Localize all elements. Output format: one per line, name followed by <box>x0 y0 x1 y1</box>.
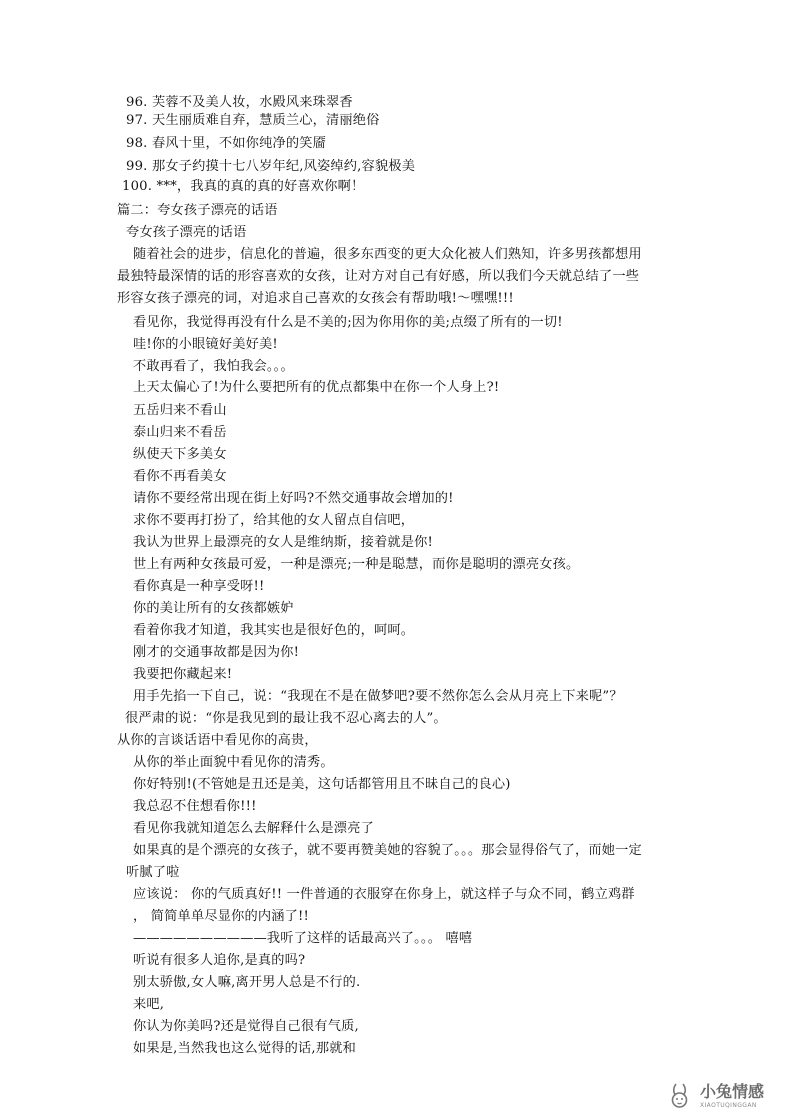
text-line: 最独特最深情的话的形容喜欢的女孩，让对方对自己有好感，所以我们今天就总结了一些 <box>117 269 640 284</box>
text-line: ， 简简单单尽显你的内涵了!! <box>133 909 310 924</box>
text-line: 不敢再看了，我怕我会。。。 <box>133 359 294 374</box>
text-line: ——————————我听了这样的话最高兴了。。。 嘻嘻 <box>133 931 473 946</box>
text-line: 97. 天生丽质难自弃，慧质兰心，清丽绝俗 <box>126 113 380 128</box>
text-line: 上天太偏心了!为什么要把所有的优点都集中在你一个人身上?! <box>133 380 500 395</box>
text-line: 我要把你藏起来! <box>133 667 233 682</box>
text-line: 99. 那女子约摸十七八岁年纪,风姿绰约,容貌极美 <box>126 159 416 174</box>
text-line: 应该说： 你的气质真好!! 一件普通的衣服穿在你身上，就这样子与众不同，鹤立鸡群 <box>133 887 635 902</box>
text-line: 刚才的交通事故都是因为你! <box>133 645 300 660</box>
text-line: 用手先掐一下自己，说：“我现在不是在做梦吧?要不然你怎么会从月亮上下来呢”？ <box>133 689 623 704</box>
text-line: 形容女孩子漂亮的词，对追求自己喜欢的女孩会有帮助哦!～嘿嘿!!! <box>117 291 514 306</box>
text-line: 求你不要再打扮了，给其他的女人留点自信吧， <box>133 513 415 528</box>
text-line: 从你的举止面貌中看见你的清秀。 <box>133 755 334 770</box>
text-line: 别太骄傲,女人嘛,离开男人总是不行的. <box>133 975 361 990</box>
text-line: 听说有很多人追你,是真的吗? <box>133 953 306 968</box>
text-line: 很严肃的说：“你是我见到的最让我不忍心离去的人”。 <box>125 711 447 726</box>
text-line: 听腻了啦 <box>126 865 180 880</box>
text-line: 如果是,当然我也这么觉得的话,那就和 <box>133 1041 356 1056</box>
text-line: 从你的言谈话语中看见你的高贵， <box>117 733 318 748</box>
text-line: 我认为世界上最漂亮的女人是维纳斯，接着就是你! <box>133 535 434 550</box>
watermark-brand: 小兔情感 <box>700 1081 765 1101</box>
text-line: 篇二：夸女孩子漂亮的话语 <box>117 203 278 218</box>
watermark-domain: XIAOTUQINGGAN <box>700 1101 757 1109</box>
text-line: 你认为你美吗?还是觉得自己很有气质, <box>133 1019 359 1034</box>
text-line: 你的美让所有的女孩都嫉妒 <box>133 601 294 616</box>
text-line: 100. ***，我真的真的真的好喜欢你啊！ <box>122 179 365 194</box>
text-line: 看你真是一种享受呀!! <box>133 579 265 594</box>
text-line: 看见你我就知道怎么去解释什么是漂亮了 <box>133 821 374 836</box>
text-line: 请你不要经常出现在街上好吗?不然交通事故会增加的! <box>133 491 454 506</box>
text-line: 夸女孩子漂亮的话语 <box>126 225 247 240</box>
text-line: 看着你我才知道，我其实也是很好色的，呵呵。 <box>133 623 415 638</box>
text-line: 哇!你的小眼镜好美好美! <box>133 337 278 352</box>
rabbit-logo-icon <box>666 1082 694 1110</box>
text-line: 你好特别!(不管她是丑还是美，这句话都管用且不昧自己的良心) <box>133 777 511 792</box>
text-line: 看见你，我觉得再没有什么是不美的;因为你用你的美;点缀了所有的一切! <box>133 315 563 330</box>
text-line: 来吧, <box>133 997 165 1012</box>
text-line: 泰山归来不看岳 <box>133 425 227 440</box>
text-line: 随着社会的进步，信息化的普遍，很多东西变的更大众化被人们熟知，许多男孩都想用 <box>133 247 642 262</box>
text-line: 世上有两种女孩最可爱，一种是漂亮;一种是聪慧，而你是聪明的漂亮女孩。 <box>133 557 580 572</box>
text-line: 96. 芙蓉不及美人妆，水殿风来珠翠香 <box>126 95 353 110</box>
text-line: 98. 春风十里，不如你纯净的笑靥 <box>126 136 327 151</box>
text-line: 如果真的是个漂亮的女孩子，就不要再赞美她的容貌了。。。那会显得俗气了，而她一定 <box>133 843 642 858</box>
text-line: 五岳归来不看山 <box>133 403 227 418</box>
watermark <box>666 1078 786 1114</box>
text-line: 纵使天下多美女 <box>133 447 227 462</box>
text-line: 我总忍不住想看你!!! <box>133 799 257 814</box>
text-line: 看你不再看美女 <box>133 469 227 484</box>
watermark-text <box>700 1081 765 1109</box>
